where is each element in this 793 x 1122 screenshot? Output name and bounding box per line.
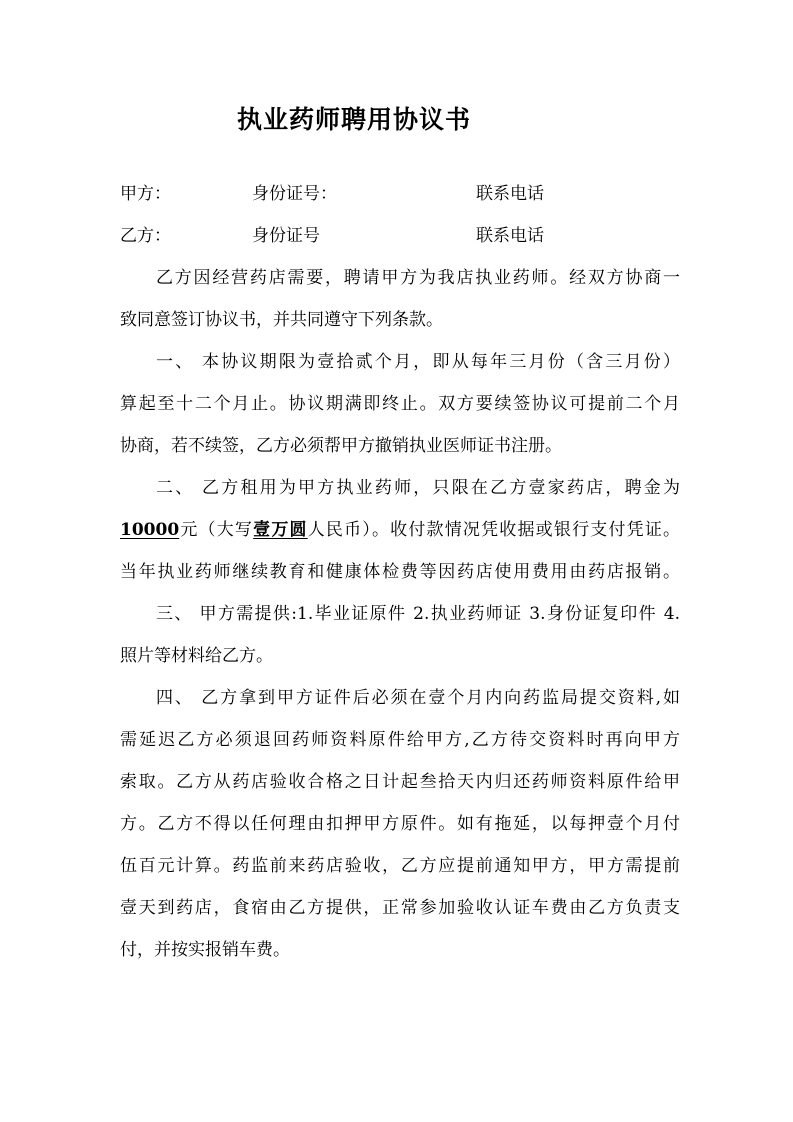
clause-4-line-7: 付，并按实报销车费。 bbox=[120, 940, 290, 960]
party-b-id-label: 身份证号 bbox=[252, 226, 320, 246]
party-a-id-label: 身份证号： bbox=[252, 184, 337, 204]
clause-4-line-1: 四、 乙方拿到甲方证件后必须在壹个月内向药监局提交资料,如 bbox=[156, 688, 680, 708]
party-b-phone-label: 联系电话 bbox=[476, 226, 544, 246]
intro-line-2: 致同意签订协议书，并共同遵守下列条款。 bbox=[120, 310, 443, 330]
clause-1-line-3: 协商，若不续签，乙方必须帮甲方撤销执业医师证书注册。 bbox=[120, 436, 562, 456]
clause-4-line-3: 索取。乙方从药店验收合格之日计起叁拾天内归还药师资料原件给甲 bbox=[120, 772, 680, 792]
clause-3-line-2: 照片等材料给乙方。 bbox=[120, 646, 273, 666]
party-b-label: 乙方： bbox=[120, 226, 171, 246]
party-a-row bbox=[0, 184, 793, 204]
clause-2-line-3: 当年执业药师继续教育和健康体检费等因药店使用费用由药店报销。 bbox=[120, 562, 680, 582]
clause-1-line-2: 算起至十二个月止。协议期满即终止。双方要续签协议可提前二个月 bbox=[120, 394, 680, 414]
party-a-phone-label: 联系电话 bbox=[476, 184, 544, 204]
clause-2-line-2 bbox=[120, 520, 680, 540]
fee-pre-words: 元（大写 bbox=[179, 520, 254, 540]
fee-amount: 10000 bbox=[120, 520, 180, 540]
clause-1-line-1: 一、 本协议期限为壹拾贰个月，即从每年三月份（含三月份） bbox=[156, 352, 680, 372]
document-title: 执业药师聘用协议书 bbox=[237, 105, 472, 134]
clause-2-line-1: 二、 乙方租用为甲方执业药师，只限在乙方壹家药店，聘金为 bbox=[156, 478, 680, 498]
fee-post-words: 人民币）。收付款情况凭收据或银行支付凭证。 bbox=[307, 520, 681, 540]
clause-4-line-2: 需延迟乙方必须退回药师资料原件给甲方,乙方待交资料时再向甲方 bbox=[120, 730, 680, 750]
clause-4-line-5: 伍百元计算。药监前来药店验收，乙方应提前通知甲方，甲方需提前 bbox=[120, 856, 680, 876]
party-a-label: 甲方： bbox=[120, 184, 171, 204]
clause-4-line-6: 壹天到药店，食宿由乙方提供，正常参加验收认证车费由乙方负责支 bbox=[120, 898, 680, 918]
clause-4-line-4: 方。乙方不得以任何理由扣押甲方原件。如有拖延，以每押壹个月付 bbox=[120, 814, 680, 834]
clause-3-line-1: 三、 甲方需提供:1.毕业证原件 2.执业药师证 3.身份证复印件 4. bbox=[156, 604, 680, 624]
fee-amount-words: 壹万圆 bbox=[253, 520, 308, 540]
party-b-row bbox=[0, 226, 793, 246]
intro-line-1: 乙方因经营药店需要，聘请甲方为我店执业药师。经双方协商一 bbox=[156, 268, 680, 288]
